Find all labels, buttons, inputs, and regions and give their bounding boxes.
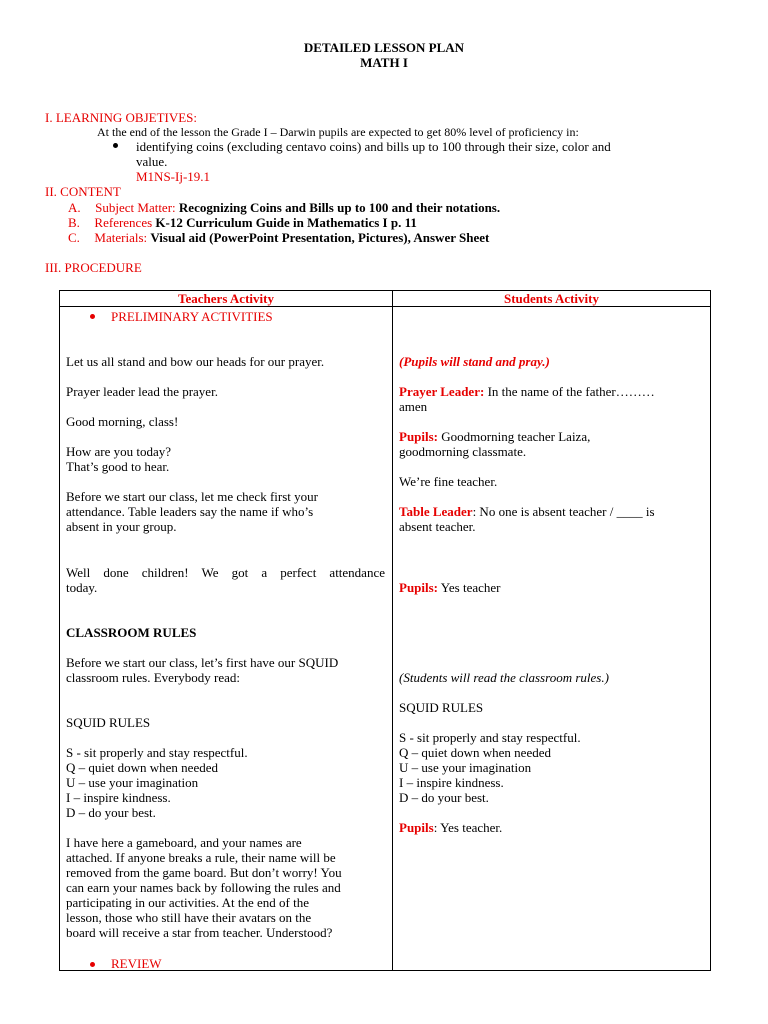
students-column (393, 307, 711, 971)
teacher-column (60, 307, 393, 971)
content-item-materials: C. Materials: Visual aid (PowerPoint Presentation, Pictures), Answer Sheet (68, 230, 490, 245)
gameboard-line: I have here a gameboard, and your names are (66, 835, 302, 850)
preliminary-heading: PRELIMINARY ACTIVITIES (111, 309, 273, 324)
teacher-prayer-leader: Prayer leader lead the prayer. (66, 384, 218, 399)
students-stand-pray: (Pupils will stand and pray.) (399, 354, 550, 369)
classroom-rules-heading: CLASSROOM RULES (66, 625, 197, 640)
objectives-heading: I. LEARNING OBJETIVES: (45, 110, 198, 125)
teacher-how-are-you: How are you today? (66, 444, 172, 459)
objectives-intro: At the end of the lesson the Grade I – Darwin pupils are expected to get 80% level of proficiency in: (97, 125, 579, 139)
objective-line-2: value. (136, 154, 168, 169)
students-table-leader: Table Leader: No one is absent teacher / ____ is (399, 504, 655, 519)
teacher-attendance-line: absent in your group. (66, 519, 177, 534)
students-squid-rule: D – do your best. (399, 790, 489, 805)
students-squid-rule: U – use your imagination (399, 760, 532, 775)
content-item-subject: A. Subject Matter: Recognizing Coins and Bills up to 100 and their notations. (68, 200, 501, 215)
students-activity-header: Students Activity (393, 291, 711, 307)
objective-code: M1NS-Ij-19.1 (136, 169, 211, 184)
teacher-greeting: Good morning, class! (66, 414, 179, 429)
students-yes-teacher-2: Pupils: Yes teacher. (399, 820, 503, 835)
rules-intro-line: Before we start our class, let’s first have our SQUID (66, 655, 339, 670)
students-prayer-leader: Prayer Leader: In the name of the father……… (399, 384, 655, 399)
squid-rule: D – do your best. (66, 805, 156, 820)
students-squid-rule: Q – quiet down when needed (399, 745, 551, 760)
rules-intro-line: classroom rules. Everybody read: (66, 670, 241, 685)
gameboard-line: lesson, those who still have their avatars on the (66, 910, 312, 925)
procedure-heading: III. PROCEDURE (45, 260, 142, 275)
content-item-references: B. References K-12 Curriculum Guide in Mathematics I p. 11 (68, 215, 417, 230)
teacher-prayer: Let us all stand and bow our heads for our prayer. (66, 354, 325, 369)
students-squid-title: SQUID RULES (399, 700, 484, 715)
teacher-attendance-line: attendance. Table leaders say the name if who’s (66, 504, 314, 519)
objective-line-1: identifying coins (excluding centavo coins) and bills up to 100 through their size, color and (136, 139, 611, 154)
gameboard-line: can earn your names back by following the rules and (66, 880, 341, 895)
students-squid-rule: S - sit properly and stay respectful. (399, 730, 581, 745)
gameboard-line: board will receive a star from teacher. Understood? (66, 925, 333, 940)
review-heading: REVIEW (111, 956, 162, 971)
teacher-good-to-hear: That’s good to hear. (66, 459, 170, 474)
students-fine: We’re fine teacher. (399, 474, 498, 489)
squid-rule: S - sit properly and stay respectful. (66, 745, 248, 760)
document-subtitle: MATH I (360, 55, 408, 70)
teacher-attendance-line: Before we start our class, let me check first your (66, 489, 318, 504)
squid-rule: Q – quiet down when needed (66, 760, 218, 775)
teacher-well-done: Well done children! We got a perfect attendance (66, 565, 385, 580)
bullet-icon (113, 143, 118, 148)
students-goodmorning-2: goodmorning classmate. (399, 444, 527, 459)
students-table-leader-2: absent teacher. (399, 519, 476, 534)
bullet-icon (90, 962, 95, 967)
bullet-icon (90, 314, 95, 319)
teachers-activity-header: Teachers Activity (60, 291, 393, 307)
content-heading: II. CONTENT (45, 184, 121, 199)
procedure-table (59, 290, 711, 971)
gameboard-line: attached. If anyone breaks a rule, their name will be (66, 850, 336, 865)
gameboard-line: participating in our activities. At the end of the (66, 895, 309, 910)
students-goodmorning: Pupils: Goodmorning teacher Laiza, (399, 429, 591, 444)
document-title: DETAILED LESSON PLAN (303, 40, 465, 55)
students-read-rules: (Students will read the classroom rules.) (399, 670, 609, 685)
teacher-well-done-2: today. (66, 580, 98, 595)
students-squid-rule: I – inspire kindness. (399, 775, 504, 790)
students-amen: amen (399, 399, 428, 414)
gameboard-line: removed from the game board. But don’t worry! You (66, 865, 342, 880)
squid-rule: U – use your imagination (66, 775, 199, 790)
squid-title: SQUID RULES (66, 715, 151, 730)
squid-rule: I – inspire kindness. (66, 790, 171, 805)
students-yes-teacher: Pupils: Yes teacher (399, 580, 501, 595)
